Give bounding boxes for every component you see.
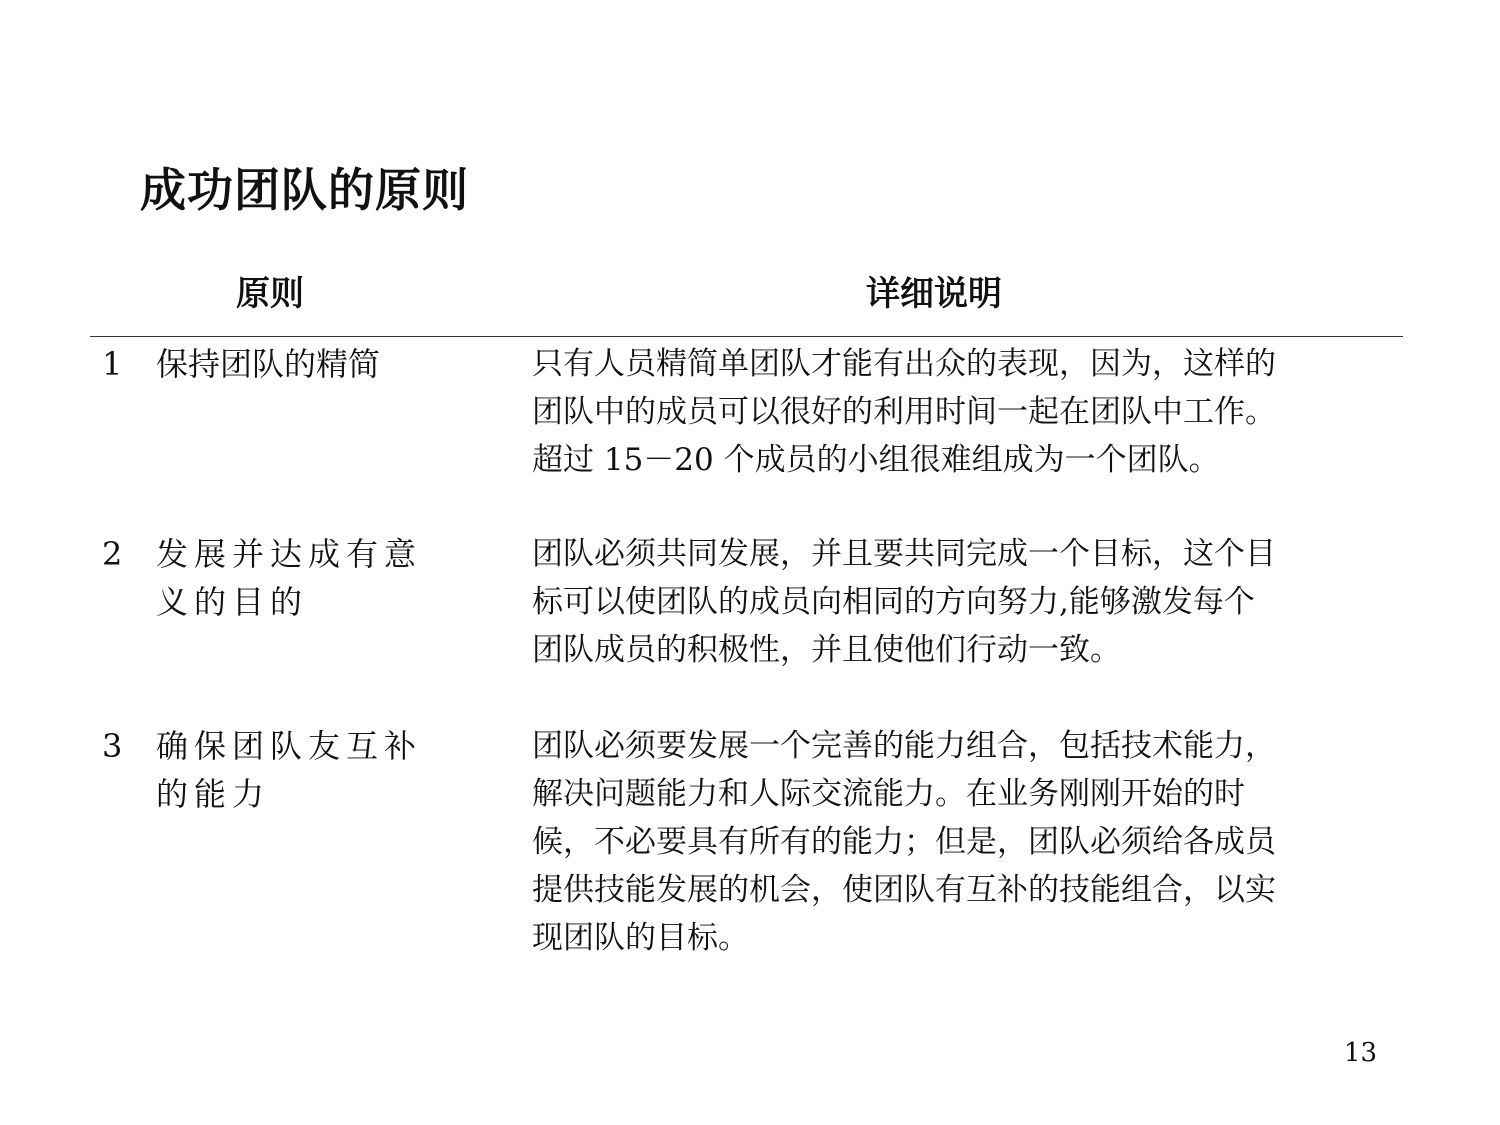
row-3-principle: 确保团队友互补 的能力 [156, 727, 423, 813]
row-2-detail: 团队必须共同发展，并且要共同完成一个目标，这个目 标可以使团队的成员向相同的方向努力,能够激发每个 团队成员的积极性，并且使他们行动一致。 [532, 536, 1276, 668]
column-header-principle: 原则 [236, 274, 304, 314]
row-3-number: 3 [102, 727, 123, 765]
row-1-principle: 保持团队的精简 [156, 345, 381, 383]
row-2-principle: 发展并达成有意 义的目的 [156, 535, 423, 621]
column-header-detail: 详细说明 [866, 274, 1002, 314]
row-2-number: 2 [102, 535, 123, 573]
row-1-detail: 只有人员精简单团队才能有出众的表现，因为，这样的 团队中的成员可以很好的利用时间一起在团队中工作。 超过 15－20 个成员的小组很难组成为一个团队。 [532, 346, 1276, 478]
row-1-number: 1 [102, 345, 123, 383]
row-3-detail: 团队必须要发展一个完善的能力组合，包括技术能力， 解决问题能力和人际交流能力。在业务刚刚开始的时 候，不必要具有所有的能力；但是，团队必须给各成员 提供技能发展的机会，使团队有互补的技能组合，以实 现团队的目标。 [532, 728, 1276, 956]
page-number: 13 [1344, 1038, 1378, 1068]
header-divider [90, 336, 1403, 337]
page-title: 成功团队的原则 [140, 163, 469, 217]
